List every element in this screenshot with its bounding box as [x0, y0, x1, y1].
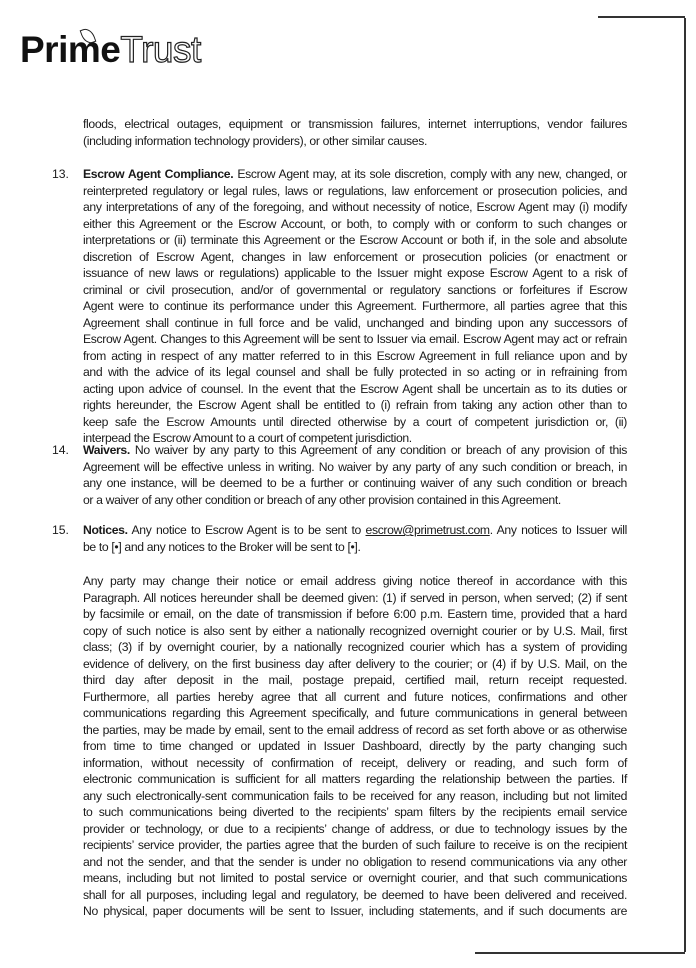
logo-prime: Prime	[20, 29, 121, 70]
text-line	[83, 442, 627, 459]
section-escrow-agent-compliance	[83, 166, 627, 447]
text-line: criminal or civil prosecution, and/or of governmental or regulatory sanctions or forfeitures if Escrow	[83, 282, 627, 297]
text-line: information, without necessity of confirmation of receipt, delivery or reading, and such form of	[83, 755, 627, 770]
text-line: keep safe the Escrow Amounts until directed otherwise by a court of competent jurisdiction or, (ii)	[83, 414, 627, 429]
text-line: shall for all purposes, including legal and regulatory, be deemed to have been delivered and received.	[83, 887, 627, 902]
intro-paragraph	[83, 116, 627, 149]
text-line: rights hereunder, the Escrow Agent shall be entitled to (i) refrain from taking any action other than to	[83, 398, 627, 412]
text-line: discretion of Escrow Agent, changes in law enforcement or prosecution policies (or enactment or	[83, 249, 627, 264]
text-line: electronic communication is sufficient for all matters regarding the relationship between the parties. If	[83, 772, 627, 786]
text-line: Escrow Agent. Changes to this Agreement will be sent to Issuer via email. Escrow Agent may act or refrain	[83, 332, 627, 346]
section-notices	[83, 522, 627, 555]
text-line: by facsimile or email, on the date of transmission if before 6:00 p.m. Eastern time, provided that a hard	[83, 607, 627, 621]
text-line: and with the advice of its legal counsel and shall be fully protected in so acting or in refraining from	[83, 365, 627, 379]
text-line: any interpretations of any of the foregoing, and without necessity of notice, Escrow Agent may (i) modify	[83, 200, 627, 214]
text-line: (including information technology providers), or other similar causes.	[83, 133, 427, 148]
text-line: Paragraph. All notices hereunder shall be deemed given: (1) if served in person, when served; (2) if sent	[83, 590, 627, 605]
text-line: No physical, paper documents will be sent to Issuer, including statements, and if such documents are	[83, 904, 627, 918]
text-line: from acting in respect of any matter referred to in this Escrow Agreement in full reliance upon and by	[83, 348, 627, 363]
text-segment: Any notice to Escrow Agent is to be sent to	[127, 523, 366, 537]
page-edge-right	[684, 18, 686, 952]
text-line	[83, 522, 627, 539]
text-line: interpead the Escrow Amount to a court of competent jurisdiction.	[83, 431, 412, 445]
section-number: 13.	[52, 167, 69, 181]
text-line: class; (3) if by overnight courier, by a nationally recognized courier which has a system of providing	[83, 640, 627, 654]
text-line: the parties, may be made by email, sent to the email address of record as set forth above or as otherwise	[83, 722, 627, 737]
section-title: Escrow Agent Compliance.	[83, 167, 234, 181]
text-line	[83, 166, 627, 183]
text-line: from time to time changed or updated in Issuer Dashboard, directly by the party changing such	[83, 739, 627, 753]
section-waivers	[83, 442, 627, 508]
text-line: means, including but not limited to postal service or overnight courier, and that such communications	[83, 871, 627, 885]
text-line: any such electronically-sent communication fails to be received for any reason, including but not limited	[83, 788, 627, 803]
section-number: 14.	[52, 443, 69, 457]
text-line: floods, electrical outages, equipment or transmission failures, internet interruptions, vendor failures	[83, 117, 627, 131]
text-line: be to [•] and any notices to the Broker will be sent to [•].	[83, 539, 361, 554]
page-edge-bottom	[475, 952, 685, 954]
text-line: interpretations or (ii) terminate this Agreement or the Escrow Account or both if, in the sole and absolute	[83, 233, 627, 247]
primetrust-logo	[20, 28, 201, 72]
text-line: communications regarding this Agreement specifically, and future communications in general between	[83, 706, 627, 720]
text-line: and not the sender, and that the sender is under no obligation to resend communications via any other	[83, 854, 627, 869]
text-line: acting upon advice of counsel. In the event that the Escrow Agent shall be uncertain as to its duties or	[83, 381, 627, 396]
text-line: third day after deposit in the mail, postage prepaid, certified mail, return receipt requested.	[83, 673, 627, 687]
text-segment: Escrow Agent may, at its sole discretion, comply with any new, changed, or	[233, 167, 627, 181]
section-title: Waivers.	[83, 443, 130, 457]
text-line: Agreement shall continue in full force and be valid, unchanged and binding upon any successors of	[83, 315, 627, 330]
text-line: Furthermore, all parties hereby agree that all current and future notices, confirmations and other	[83, 689, 627, 704]
text-line: any one instance, will be deemed to be a further or continuing waiver of any such condition or breach	[83, 476, 627, 490]
text-line: Any party may change their notice or email address giving notice thereof in accordance with this	[83, 574, 627, 588]
text-line: Agent were to continue its performance under this Agreement. Furthermore, all parties agree that this	[83, 299, 627, 313]
text-line: copy of such notice is also sent by either a nationally recognized overnight courier or by U.S. Mail, first	[83, 623, 627, 638]
notices-paragraph	[83, 573, 627, 920]
text-line: evidence of delivery, on the first business day after delivery to the courier; or (4) if by U.S. Mail, on the	[83, 656, 627, 671]
escrow-email-link[interactable]: escrow@primetrust.com	[365, 523, 490, 537]
text-line: to such communications being diverted to the recipients’ spam filters by the recipients email service	[83, 805, 627, 819]
text-line: Agreement will be effective unless in writing. No waiver by any party of any such condition or breach, in	[83, 459, 627, 474]
text-line: issuance of new laws or regulations) applicable to the Issuer might expose Escrow Agent to a risk of	[83, 266, 627, 280]
page-edge-top	[598, 16, 685, 18]
text-segment: No waiver by any party to this Agreement of any condition or breach of any provision of this	[129, 443, 627, 457]
section-title: Notices.	[83, 523, 128, 537]
text-line: either this Agreement or the Escrow Account, or both, to comply with or conform to such changes or	[83, 216, 627, 231]
text-line: reinterpreted regulatory or legal rules, laws or regulations, law enforcement or prosecution policies, and	[83, 183, 627, 198]
section-number: 15.	[52, 523, 69, 537]
logo-trust: Trust	[120, 29, 201, 70]
text-line: provider or technology, or due to a recipients’ change of address, or due to technology issues by the	[83, 821, 627, 836]
text-segment: . Any notices to Issuer will	[489, 523, 627, 537]
text-line: recipients’ service provider, the parties agree that the burden of such failure to receive is on the recipient	[83, 838, 627, 852]
text-line: or a waiver of any other condition or breach of any other provision contained in this Agreement.	[83, 492, 561, 507]
